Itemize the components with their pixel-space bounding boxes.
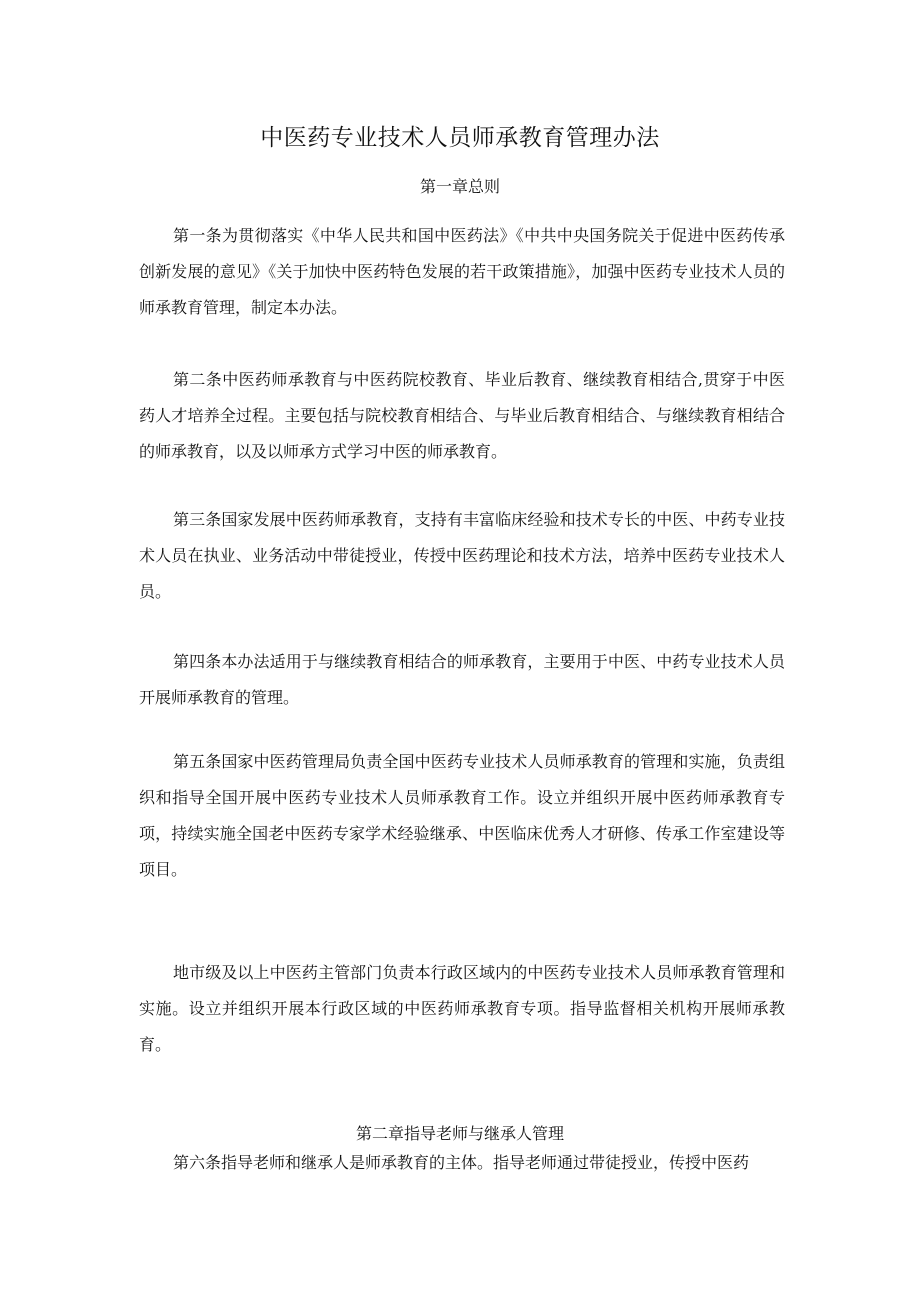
article-1: 第一条为贯彻落实《中华人民共和国中医药法》《中共中央国务院关于促进中医药传承创新发展的意见》《关于加快中医药特色发展的若干政策措施》，加强中医药专业技术人员的师承教育管理，制定本办法。 [139, 226, 785, 317]
document-title: 中医药专业技术人员师承教育管理办法 [260, 125, 660, 151]
article-6: 第六条指导老师和继承人是师承教育的主体。指导老师通过带徒授业，传授中医药 [173, 1153, 750, 1172]
chapter-heading-2: 第二章指导老师与继承人管理 [355, 1124, 564, 1143]
article-4: 第四条本办法适用于与继续教育相结合的师承教育，主要用于中医、中药专业技术人员开展师承教育的管理。 [139, 652, 785, 707]
article-5-paragraph-2: 地市级及以上中医药主管部门负责本行政区域内的中医药专业技术人员师承教育管理和实施。设立并组织开展本行政区域的中医药师承教育专项。指导监督相关机构开展师承教育。 [139, 963, 785, 1054]
article-2: 第二条中医药师承教育与中医药院校教育、毕业后教育、继续教育相结合,贯穿于中医药人才培养全过程。主要包括与院校教育相结合、与毕业后教育相结合、与继续教育相结合的师承教育，以及以师承方式学习中医的师承教育。 [139, 370, 785, 461]
article-5: 第五条国家中医药管理局负责全国中医药专业技术人员师承教育的管理和实施，负责组织和指导全国开展中医药专业技术人员师承教育工作。设立并组织开展中医药师承教育专项，持续实施全国老中医药专家学术经验继承、中医临床优秀人才研修、传承工作室建设等项目。 [139, 752, 785, 879]
chapter-heading-1: 第一章总则 [419, 177, 500, 196]
article-3: 第三条国家发展中医药师承教育，支持有丰富临床经验和技术专长的中医、中药专业技术人员在执业、业务活动中带徒授业，传授中医药理论和技术方法，培养中医药专业技术人员。 [139, 510, 785, 601]
